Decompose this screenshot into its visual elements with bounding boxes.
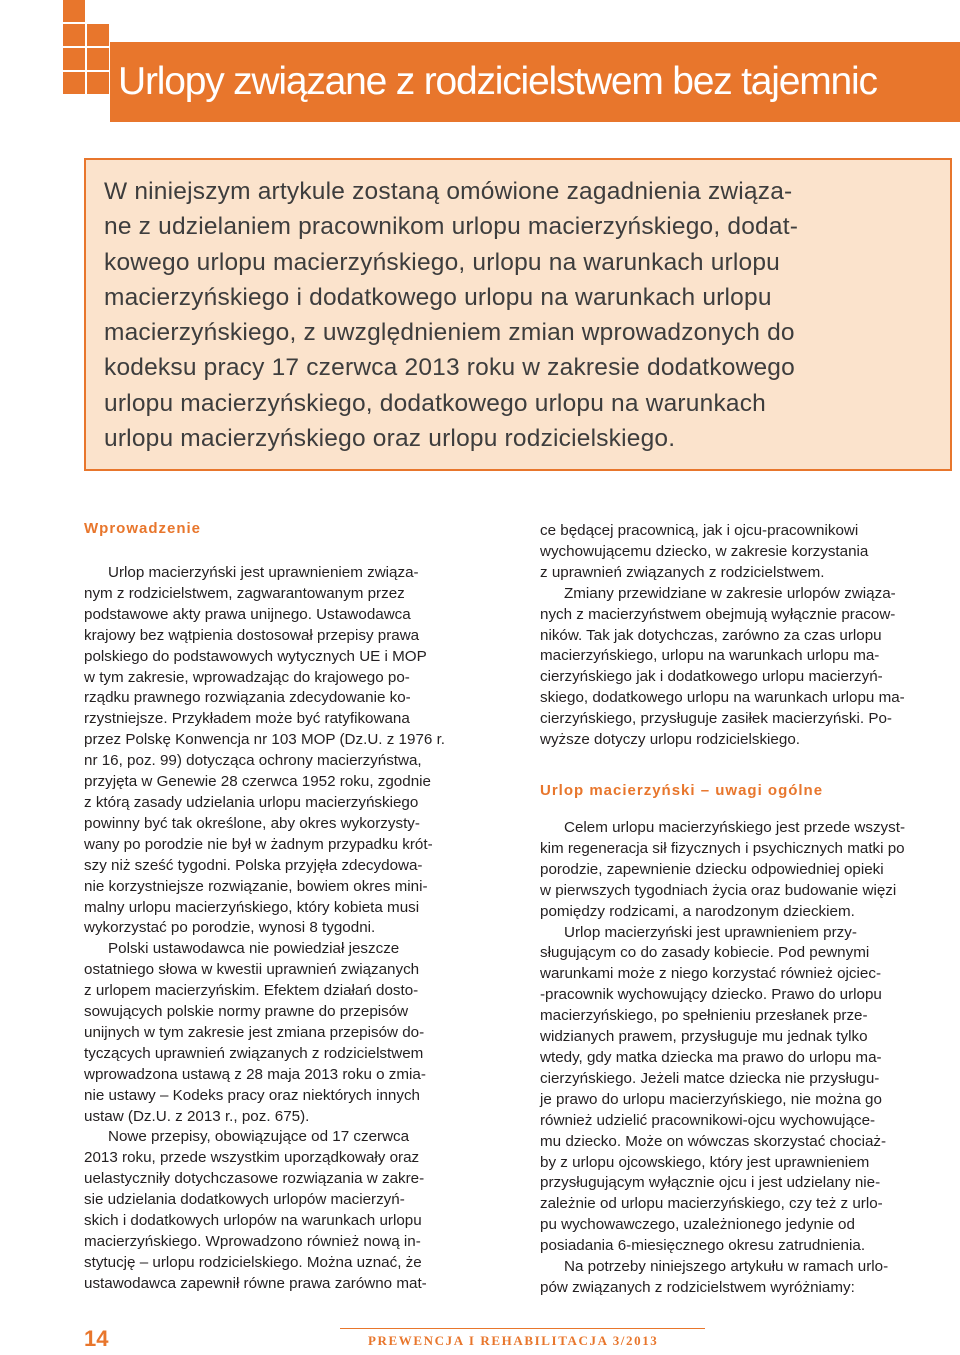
lead-line: macierzyńskiego i dodatkowego urlopu na warunkach urlopu — [104, 283, 772, 311]
text-line: ce będącej pracownicą, jak i ojcu-pracownikowi — [540, 522, 859, 539]
text-line: ników. Tak jak dotychczas, zarówno za czas urlopu — [540, 626, 882, 644]
text-line: podstawowe akty prawa unijnego. Ustawodawca — [84, 605, 411, 623]
text-line: ustaw (Dz.U. z 2013 r., poz. 675). — [84, 1107, 310, 1125]
text-line: krajowy bez wątpienia dostosował przepisy prawa — [84, 626, 420, 644]
page-title: Urlopy związane z rodzicielstwem bez tajemnic — [118, 60, 877, 103]
right-column-bottom — [540, 818, 960, 1299]
lead-line: kodeksu pracy 17 czerwca 2013 roku w zakresie dodatkowego — [104, 354, 795, 382]
text-line: Polski ustawodawca nie powiedział jeszcze — [108, 940, 400, 958]
text-line: macierzyńskiego, urlopu na warunkach urlopu ma- — [540, 647, 880, 665]
text-line: powinny być tak określone, aby okres wykorzysty- — [84, 814, 420, 832]
text-line: przysługującym wyłącznie ojcu i jest udzielany nie- — [540, 1174, 881, 1192]
text-line: nych z macierzyństwem obejmują wyłącznie pracow- — [540, 605, 896, 623]
right-column-top — [540, 521, 960, 751]
lead-box — [84, 158, 952, 471]
logo-square-3 — [87, 24, 109, 46]
text-line: nie korzystniejsze rozwiązanie, bowiem okres mini- — [84, 877, 428, 895]
text-line: tyczących uprawnień związanych z rodzicielstwem — [84, 1044, 424, 1062]
text-line: malny urlopu macierzyńskiego, który kobieta musi — [84, 898, 420, 916]
text-line: stytucję – urlopu rodzicielskiego. Można uznać, że — [84, 1253, 422, 1271]
text-line: by z urlopu ojcowskiego, który jest uprawnieniem — [540, 1153, 870, 1171]
text-line: rządku prawnego rozwiązania zdecydowanie ko- — [84, 689, 411, 707]
text-line: skich i dodatkowych urlopów na warunkach urlopu — [84, 1212, 422, 1230]
text-line: mu dziecko. Może on wówczas skorzystać chociaż- — [540, 1132, 887, 1150]
text-line: cierzyńskiego. Jeżeli matce dziecka nie przysługu- — [540, 1069, 880, 1087]
text-line: nie ustawy – Kodeks pracy oraz niektórych innych — [84, 1086, 420, 1104]
text-line: je prawo do urlopu macierzyńskiego, nie można go — [540, 1090, 882, 1108]
text-line: 2013 roku, przede wszystkim uporządkowały oraz — [84, 1149, 420, 1167]
logo-square-2 — [63, 24, 85, 46]
text-line: cierzyńskiego, przysługuje zasiłek macierzyński. Po- — [540, 710, 892, 728]
text-line: Zmiany przewidziane w zakresie urlopów związa- — [564, 584, 896, 602]
text-line: Celem urlopu macierzyńskiego jest przede wszyst- — [564, 819, 905, 836]
text-line: pu wychowawczego, uzależnionego jedynie od — [540, 1216, 855, 1234]
text-line: również udzielić pracownikowi-ojcu wychowujące- — [540, 1111, 876, 1129]
text-line: zależnie od urlopu macierzyńskiego, czy też z urlo- — [540, 1195, 883, 1213]
text-line: unijnych w tym zakresie jest zmiana przepisów do- — [84, 1023, 425, 1041]
text-line: wyższe dotyczy urlopu rodzicielskiego. — [540, 731, 800, 749]
text-line: polskiego do podstawowych wytycznych UE i MOP — [84, 647, 427, 665]
text-line: wany po porodzie nie był w żadnym przypadku krót- — [84, 835, 433, 853]
page-number: 14 — [84, 1326, 109, 1351]
text-line: wychowującemu dziecko, w zakresie korzystania — [540, 542, 869, 560]
logo-square-4 — [63, 48, 85, 70]
text-line: wprowadzona ustawą z 28 maja 2013 roku o zmia- — [84, 1065, 426, 1083]
text-line: macierzyńskiego. Wprowadzono również nową in- — [84, 1233, 421, 1250]
text-line: z urlopem macierzyńskim. Efektem działań dosto- — [84, 982, 419, 1000]
text-line: ostatniego słowa w kwestii uprawnień związanych — [84, 961, 420, 979]
text-line: widzianych prawem, przysługuje mu jednak tylko — [540, 1028, 868, 1046]
lead-line: kowego urlopu macierzyńskiego, urlopu na warunkach urlopu — [104, 248, 780, 276]
lead-line: W niniejszym artykule zostaną omówione zagadnienia związa- — [104, 178, 793, 205]
text-line: sowujących polskie normy prawne do przepisów — [84, 1003, 409, 1021]
section-heading-introduction: Wprowadzenie — [84, 520, 202, 537]
text-line: Nowe przepisy, obowiązujące od 17 czerwca — [108, 1128, 410, 1146]
left-column — [84, 563, 504, 1295]
text-line: sługującym co do zasady kobiecie. Pod pewnymi — [540, 944, 870, 962]
publication-name: PREWENCJA I REHABILITACJA 3/2013 — [368, 1333, 659, 1348]
text-line: z uprawnień związanych z rodzicielstwem. — [540, 563, 825, 581]
text-line: ustawodawca zapewnił równe prawa zarówno mat- — [84, 1274, 427, 1292]
logo-square-5 — [87, 48, 109, 70]
logo-square-7 — [87, 72, 109, 94]
text-line: kim regeneracja sił fizycznych i psychicznych matki po — [540, 839, 905, 857]
text-line: szy niż sześć tygodni. Polska przyjęła zdecydowa- — [84, 856, 423, 874]
text-line: nym z rodzicielstwem, zagwarantowanym przez — [84, 584, 405, 602]
text-line: wykorzystać po porodzie, wynosi 8 tygodni. — [84, 919, 376, 937]
text-line: pów związanych z rodzicielstwem wyróżniamy: — [540, 1278, 855, 1296]
logo-square-1 — [63, 0, 85, 22]
text-line: Urlop macierzyński jest uprawnieniem przy- — [564, 923, 857, 941]
text-line: -pracownik wychowujący dziecko. Prawo do urlopu — [540, 986, 882, 1004]
text-line: skiego, dodatkowego urlopu na warunkach urlopu ma- — [540, 689, 905, 707]
text-line: przez Polskę Konwencja nr 103 MOP (Dz.U. z 1976 r. — [84, 731, 446, 749]
text-line: posiadania 6-miesięcznego okresu zatrudnienia. — [540, 1237, 866, 1255]
logo-square-6 — [63, 72, 85, 94]
text-line: rzystniejsze. Przykładem może być ratyfikowana — [84, 710, 410, 728]
text-line: warunkami może z niego korzystać również ojciec- — [540, 965, 881, 983]
lead-line: ne z udzielaniem pracownikom urlopu macierzyńskiego, dodat- — [104, 213, 799, 241]
text-line: wtedy, gdy matka dziecka ma prawo do urlopu ma- — [540, 1048, 882, 1066]
footer-divider — [340, 1328, 705, 1329]
text-line: w pierwszych tygodniach życia oraz budowanie więzi — [540, 881, 897, 899]
text-line: Urlop macierzyński jest uprawnieniem związa- — [108, 564, 419, 581]
text-line: macierzyńskiego, po spełnieniu przesłanek prze- — [540, 1007, 868, 1025]
text-line: pomiędzy rodzicami, a narodzonym dzieckiem. — [540, 902, 855, 920]
text-line: cierzyńskiego jak i dodatkowego urlopu macierzyń- — [540, 668, 883, 686]
text-line: Na potrzeby niniejszego artykułu w ramach urlo- — [564, 1258, 889, 1276]
title-bar — [110, 42, 960, 122]
lead-line: urlopu macierzyńskiego oraz urlopu rodzicielskiego. — [104, 425, 676, 453]
text-line: z którą zasady udzielania urlopu macierzyńskiego — [84, 793, 419, 811]
text-line: sie udzielania dodatkowych urlopów macierzyń- — [84, 1191, 405, 1209]
text-line: porodzie, zapewnienie dziecku odpowiedniej opieki — [540, 860, 884, 878]
lead-line: macierzyńskiego, z uwzględnieniem zmian wprowadzonych do — [104, 319, 795, 347]
text-line: nr 16, poz. 99) dotycząca ochrony macierzyństwa, — [84, 752, 422, 770]
lead-line: urlopu macierzyńskiego, dodatkowego urlopu na warunkach — [104, 389, 766, 417]
text-line: uelastyczniły dotychczasowe rozwiązania w zakre- — [84, 1170, 425, 1188]
section-heading-maternity-leave: Urlop macierzyński – uwagi ogólne — [540, 782, 824, 799]
text-line: w tym zakresie, wprowadzając do krajowego po- — [84, 668, 410, 686]
text-line: przyjęta w Genewie 28 czerwca 1952 roku, zgodnie — [84, 773, 431, 791]
